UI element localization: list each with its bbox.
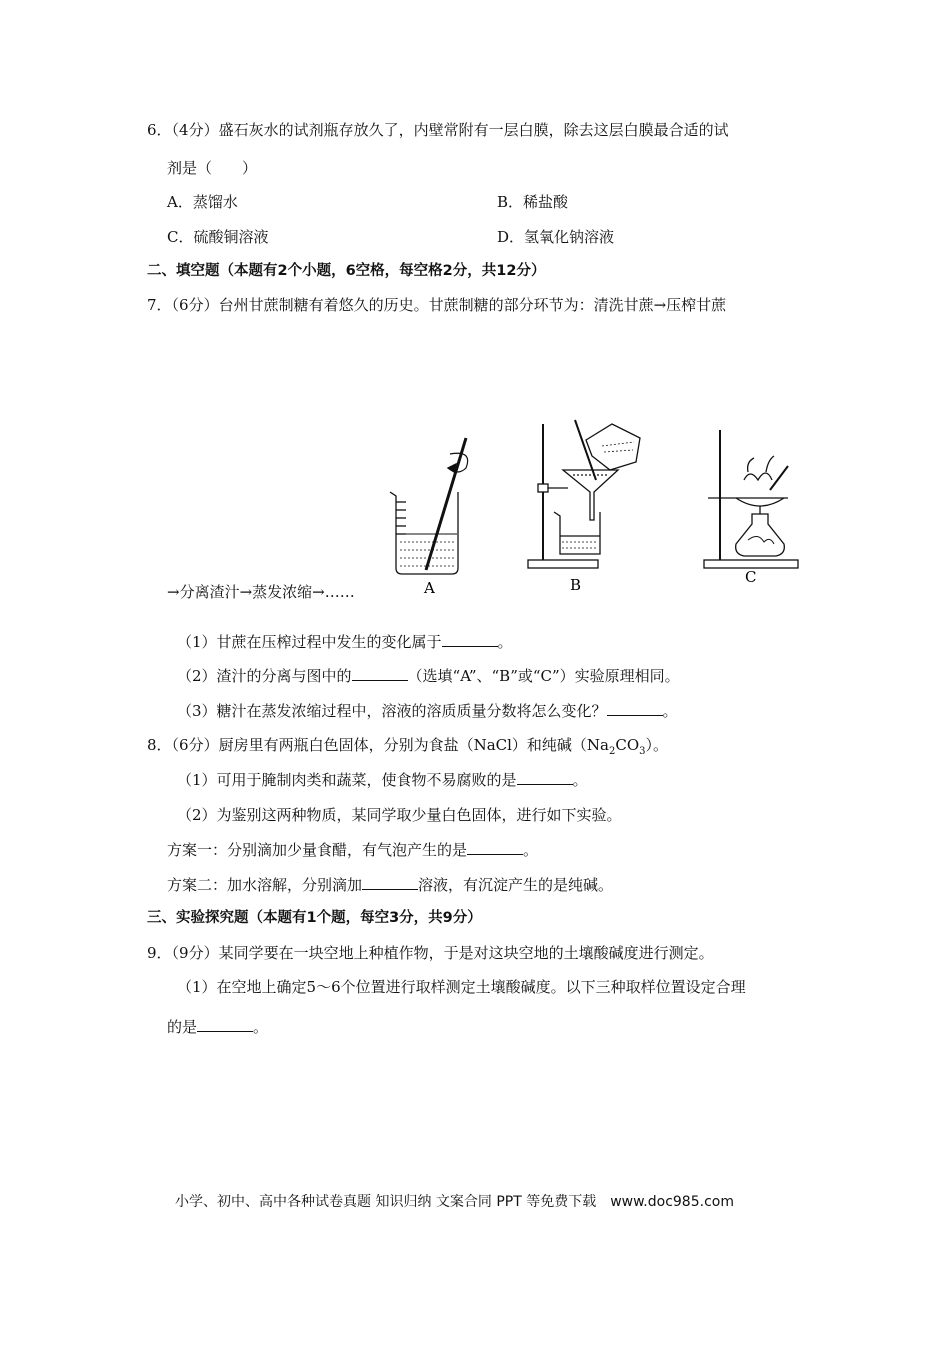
q6-option-b: B．稀盐酸 — [497, 193, 569, 211]
fig-label-a: A — [424, 579, 435, 597]
q8-plan-2: 方案二：加水溶解，分别滴加 溶液，有沉淀产生的是纯碱。 — [167, 876, 614, 894]
q6-stem-line2: 剂是（ ） — [167, 159, 258, 177]
q7-blank-3[interactable] — [607, 701, 663, 716]
section-3-heading: 三、实验探究题（本题有1个题，每空3分，共9分） — [147, 910, 482, 926]
q9-part-1-cont: 的是 。 — [167, 1018, 269, 1036]
q6-option-c: C．硫酸铜溶液 — [167, 228, 269, 246]
q8-part-2: （2）为鉴别这两种物质，某同学取少量白色固体，进行如下实验。 — [177, 806, 622, 824]
q7-blank-1[interactable] — [442, 632, 498, 647]
apparatus-a-icon — [390, 438, 468, 574]
q8-blank-2[interactable] — [467, 840, 523, 855]
q7-stem-continued: →分离渣汁→蒸发浓缩→…… — [167, 583, 355, 601]
q7-part-3: （3）糖汁在蒸发浓缩过程中，溶液的溶质质量分数将怎么变化？ 。 — [177, 702, 678, 720]
q8-blank-3[interactable] — [362, 875, 418, 890]
q9-stem: 9．（9分）某同学要在一块空地上种植作物，于是对这块空地的土壤酸碱度进行测定。 — [147, 944, 714, 962]
q8-part-1: （1）可用于腌制肉类和蔬菜，使食物不易腐败的是 。 — [177, 771, 588, 789]
q9-part-1: （1）在空地上确定5～6个位置进行取样测定土壤酸碱度。以下三种取样位置设定合理 — [177, 978, 746, 996]
q8-plan-1: 方案一：分别滴加少量食醋，有气泡产生的是 。 — [167, 841, 539, 859]
apparatus-c-icon — [704, 430, 798, 568]
fig-label-b: B — [570, 576, 582, 594]
q8-stem: 8．（6分）厨房里有两瓶白色固体，分别为食盐（NaCl）和纯碱$(Na_2CO_3)$。 — [147, 736, 669, 757]
section-2-heading: 二、填空题（本题有2个小题，6空格，每空格2分，共12分） — [147, 263, 546, 279]
q7-blank-2[interactable] — [352, 666, 408, 681]
q6-option-d: D．氢氧化钠溶液 — [497, 228, 615, 246]
q7-apparatus-figure — [378, 410, 818, 610]
q7-stem: 7．（6分）台州甘蔗制糖有着悠久的历史。甘蔗制糖的部分环节为：清洗甘蔗→压榨甘蔗 — [147, 296, 727, 314]
q6-stem-line1: 6．（4分）盛石灰水的试剂瓶存放久了，内壁常附有一层白膜，除去这层白膜最合适的试 — [147, 121, 729, 139]
q9-blank-1[interactable] — [197, 1017, 253, 1032]
q7-part-2: （2）渣汁的分离与图中的 （选填“A”、“B”或“C”）实验原理相同。 — [177, 667, 680, 685]
q7-part-1: （1）甘蔗在压榨过程中发生的变化属于 。 — [177, 633, 513, 651]
fig-label-c: C — [745, 568, 757, 586]
q6-option-a: A．蒸馏水 — [167, 193, 238, 211]
q8-blank-1[interactable] — [517, 770, 573, 785]
page-footer: 小学、初中、高中各种试卷真题 知识归纳 文案合同 PPT 等免费下载 www.doc985.com — [175, 1194, 734, 1210]
apparatus-b-icon — [528, 420, 640, 568]
